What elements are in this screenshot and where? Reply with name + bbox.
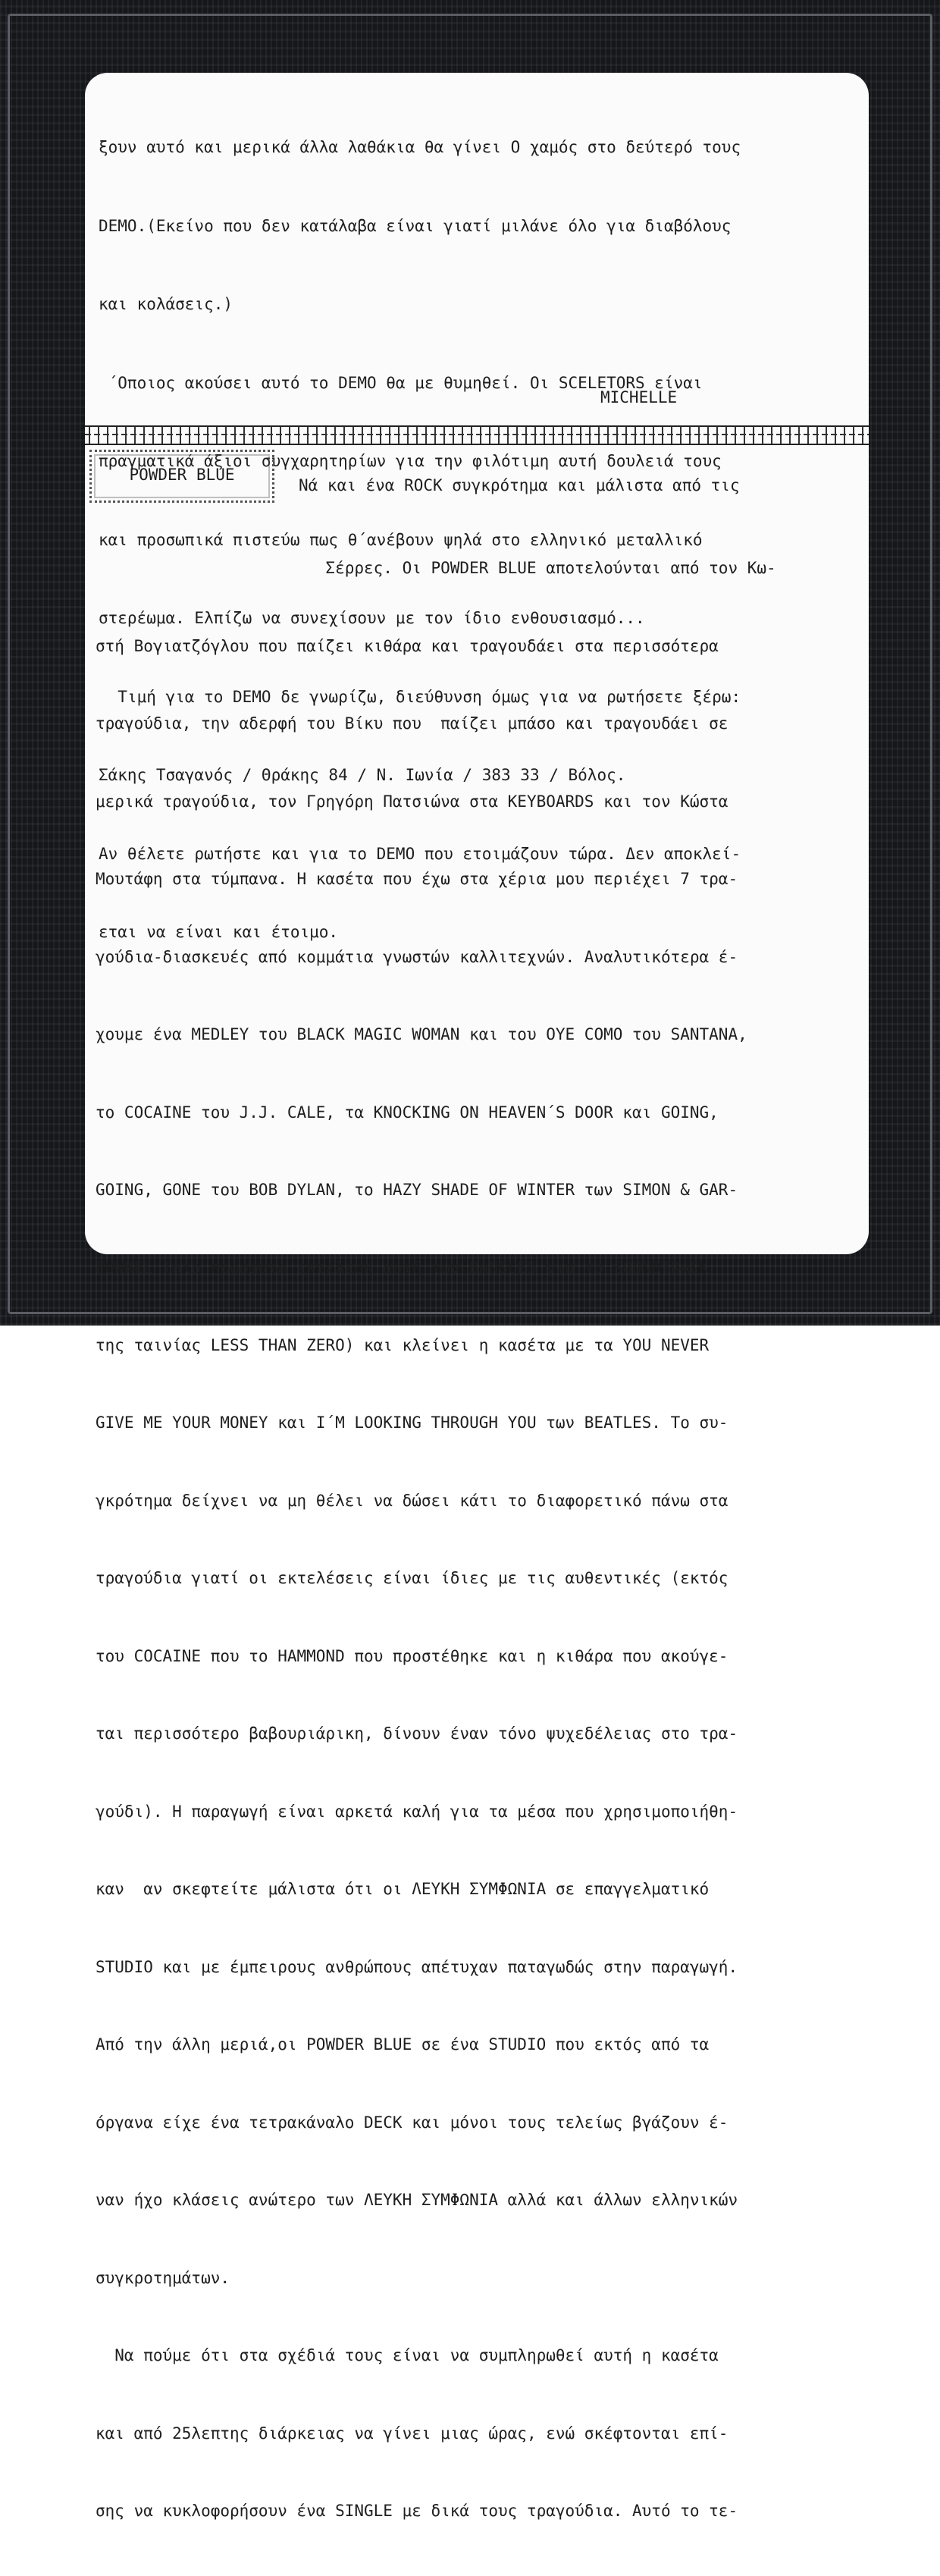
text-line: Μουτάφη στα τύμπανα. Η κασέτα που έχω στα χέρια μου περιέχει 7 τρα- — [96, 870, 738, 889]
text-line: της ταινίας LESS THAN ZERO) και κλείνει η κασέτα με τα YOU NEVER — [96, 1336, 710, 1354]
review-title: POWDER BLUE — [129, 466, 235, 484]
text-line: GOING, GONE του BOB DYLAN, το HAZY SHADE OF WINTER των SIMON & GAR- — [96, 1181, 738, 1200]
text-line: γκρότημα δείχνει να μη θέλει να δώσει κάτι το διαφορετικό πάνω στα — [96, 1491, 728, 1510]
section-divider — [85, 425, 869, 445]
review-title-box — [89, 450, 274, 503]
text-line: DEMO.(Εκείνο που δεν κατάλαβα είναι γιατί μιλάνε όλο για διαβόλους — [99, 216, 732, 235]
text-line: στερέωμα. Ελπίζω να συνεχίσουν με τον ίδιο ενθουσιασμό... — [99, 609, 645, 627]
author-signature: MICHELLE — [600, 388, 678, 406]
typewritten-page — [85, 73, 869, 2521]
text-line: μερικά τραγούδια, τον Γρηγόρη Πατσιώνα στα KEYBOARDS και τον Κώστα — [96, 792, 728, 811]
text-line: πραγματικά άξιοι συγχαρητηρίων για την φιλότιμη αυτή δουλειά τους — [99, 452, 722, 470]
text-line: ΄Οποιος ακούσει αυτό το DEMO θα με θυμηθεί. Οι SCELETORS είναι — [99, 373, 703, 392]
text-line: χουμε ένα MEDLEY του BLACK MAGIC WOMAN και του OYE COMO του SANTANA, — [96, 1025, 747, 1044]
text-line: όργανα είχε ένα τετρακάναλο DECK και μόνοι τους τελείως βγάζουν έ- — [96, 2113, 728, 2132]
text-line: ται περισσότερο βαβουριάρικη, δίνουν έναν τόνο ψυχεδέλειας στο τρα- — [96, 1724, 738, 1743]
text-line: τραγούδια, την αδερφή του Βίκυ που παίζει μπάσο και τραγουδάει σε — [96, 714, 728, 733]
text-line: στή Βογιατζόγλου που παίζει κιθάρα και τραγουδάει στα περισσότερα — [96, 636, 719, 655]
text-line: FUNKEL (πιο πρόσφατη εκτέλεση αυτή των BANGLES για το SOUNDTRACK — [96, 1258, 710, 1277]
powder-blue-review-text — [96, 504, 776, 2576]
text-line: και από 25λεπτης διάρκειας να γίνει μιας ώρας, ενώ σκέφτονται επί- — [96, 2424, 728, 2443]
text-line: και κολάσεις.) — [99, 295, 233, 313]
text-line: εται να είναι και έτοιμο. — [99, 923, 339, 941]
text-line: γούδι). Η παραγωγή είναι αρκετά καλή για τα μέσα που χρησιμοποιήθη- — [96, 1802, 738, 1821]
text-line: σης να κυκλοφορήσουν ένα SINGLE με δικά τους τραγούδια. Αυτό το τε- — [96, 2502, 738, 2521]
text-line: του COCAINE που το HAMMOND που προστέθηκε και η κιθάρα που ακούγε- — [96, 1646, 728, 1665]
text-line: Σέρρες. Οι POWDER BLUE αποτελούνται από τον Κω- — [96, 559, 776, 578]
text-line: Αν θέλετε ρωτήστε και για το DEMO που ετοιμάζουν τώρα. Δεν αποκλεί- — [99, 844, 741, 863]
text-line: STUDIO και με έμπειρους ανθρώπους απέτυχαν παταγωδώς στην παραγωγή. — [96, 1957, 738, 1976]
text-line: Σάκης Τσαγανός / Θράκης 84 / Ν. Ιωνία / 383 33 / Βόλος. — [99, 766, 626, 784]
text-line: καν αν σκεφτείτε μάλιστα ότι οι ΛΕΥΚΗ ΣΥΜΦΩΝΙΑ σε επαγγελματικό — [96, 1880, 710, 1899]
text-line: Τιμή για το DEMO δε γνωρίζω, διεύθυνση όμως για να ρωτήσετε ξέρω: — [99, 687, 741, 706]
text-line: ναν ήχο κλάσεις ανώτερο των ΛΕΥΚΗ ΣΥΜΦΩΝΙΑ αλλά και άλλων ελληνικών — [96, 2191, 738, 2210]
text-line: ξουν αυτό και μερικά άλλα λαθάκια θα γίνει Ο χαμός στο δεύτερό τους — [99, 138, 741, 156]
text-line: Να πούμε ότι στα σχέδιά τους είναι να συμπληρωθεί αυτή η κασέτα — [96, 2346, 719, 2365]
text-line: το COCAINE του J.J. CALE, τα KNOCKING ON HEAVEN΄S DOOR και GOING, — [96, 1103, 719, 1122]
text-line: Από την άλλη μεριά,οι POWDER BLUE σε ένα STUDIO που εκτός από τα — [96, 2035, 710, 2054]
text-line: τραγούδια γιατί οι εκτελέσεις είναι ίδιες με τις αυθεντικές (εκτός — [96, 1569, 728, 1588]
text-line: και προσωπικά πιστεύω πως θ΄ανέβουν ψηλά στο ελληνικό μεταλλικό — [99, 530, 703, 549]
review-first-line: Νά και ένα ROCK συγκρότημα και μάλιστα από τις — [299, 476, 740, 494]
text-line: GIVE ME YOUR MONEY και I΄M LOOKING THROUGH YOU των BEATLES. Το συ- — [96, 1414, 728, 1432]
text-line: συγκροτημάτων. — [96, 2268, 230, 2287]
text-line: γούδια-διασκευές από κομμάτια γνωστών καλλιτεχνών. Αναλυτικότερα έ- — [96, 947, 738, 966]
